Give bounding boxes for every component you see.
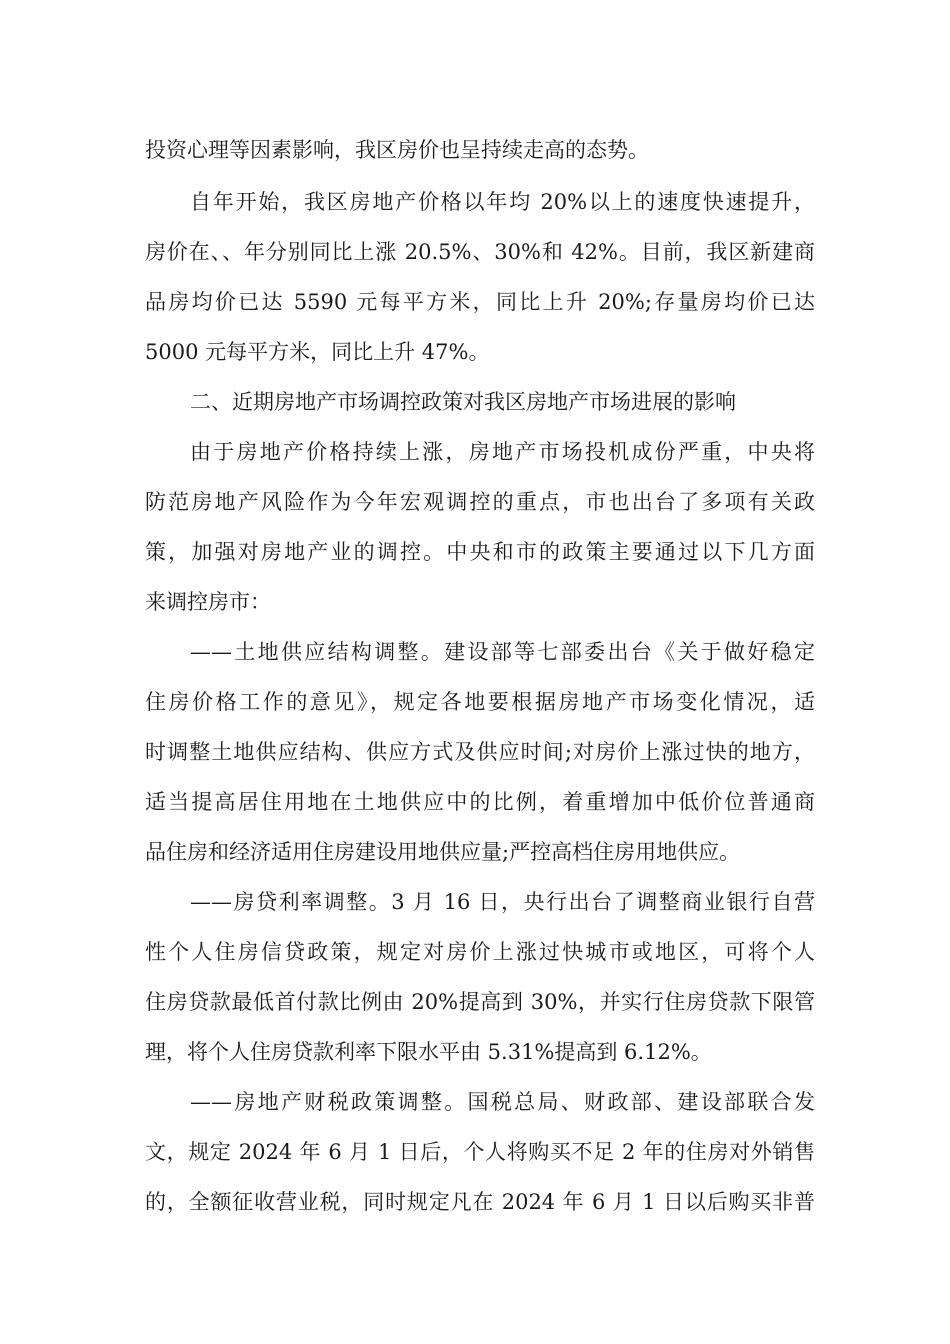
paragraph-line: 来调控房市：	[145, 590, 271, 614]
paragraph-line: 自年开始，我区房地产价格以年均 20%以上的速度快速提升，	[190, 190, 815, 214]
paragraph-line: 由于房地产价格持续上涨，房地产市场投机成份严重，中央将	[190, 440, 815, 464]
paragraph-line: 的，全额征收营业税，同时规定凡在 2024 年 6 月 1 日以后购买非普	[145, 1190, 815, 1214]
section-heading: 二、近期房地产市场调控政策对我区房地产市场进展的影响	[190, 390, 736, 414]
paragraph-line: 住房贷款最低首付款比例由 20%提高到 30%，并实行住房贷款下限管	[145, 990, 815, 1014]
paragraph-line: ——房贷利率调整。3 月 16 日，央行出台了调整商业银行自营	[190, 890, 815, 914]
paragraph-line: ——房地产财税政策调整。国税总局、财政部、建设部联合发	[190, 1090, 815, 1114]
paragraph-line: ——土地供应结构调整。建设部等七部委出台《关于做好稳定	[190, 640, 815, 664]
paragraph-line: 文，规定 2024 年 6 月 1 日后，个人将购买不足 2 年的住房对外销售	[145, 1140, 815, 1164]
paragraph-line: 防范房地产风险作为今年宏观调控的重点，市也出台了多项有关政	[145, 490, 815, 514]
paragraph-line: 品房均价已达 5590 元每平方米，同比上升 20%;存量房均价已达	[145, 290, 815, 314]
paragraph-line: 时调整土地供应结构、供应方式及供应时间;对房价上涨过快的地方，	[145, 740, 815, 764]
paragraph-line: 适当提高居住用地在土地供应中的比例，着重增加中低价位普通商	[145, 790, 815, 814]
paragraph-line: 品住房和经济适用住房建设用地供应量;严控高档住房用地供应。	[145, 840, 741, 864]
paragraph-line: 策，加强对房地产业的调控。中央和市的政策主要通过以下几方面	[145, 540, 815, 564]
paragraph-line: 住房价格工作的意见》，规定各地要根据房地产市场变化情况，适	[145, 690, 815, 714]
paragraph-line: 5000 元每平方米，同比上升 47%。	[145, 340, 490, 364]
paragraph-line: 性个人住房信贷政策，规定对房价上涨过快城市或地区，可将个人	[145, 940, 815, 964]
paragraph-line: 投资心理等因素影响，我区房价也呈持续走高的态势。	[145, 138, 649, 162]
paragraph-line: 理，将个人住房贷款利率下限水平由 5.31%提高到 6.12%。	[145, 1040, 712, 1064]
paragraph-line: 房价在、、年分别同比上涨 20.5%、30%和 42%。目前，我区新建商	[145, 240, 815, 264]
